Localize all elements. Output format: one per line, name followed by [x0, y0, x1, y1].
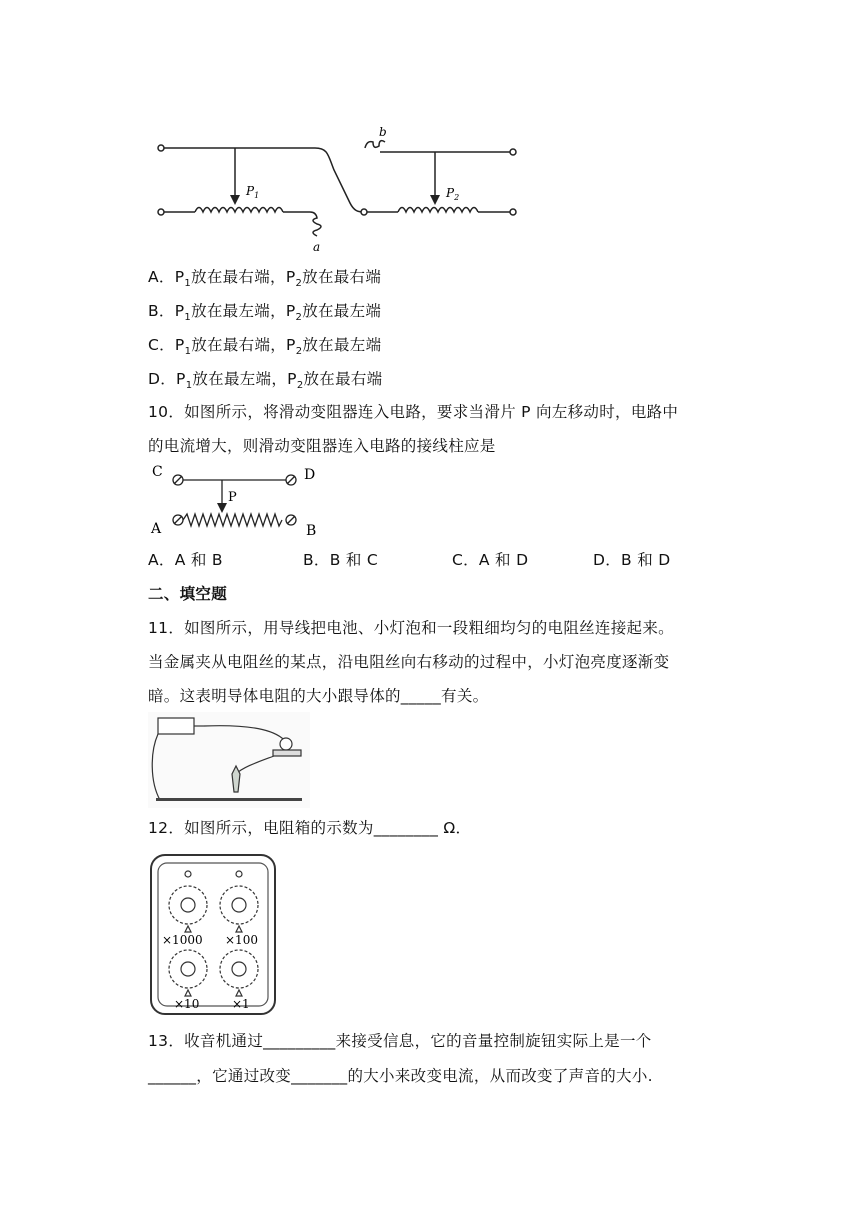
terminal-d-label: D: [304, 467, 316, 483]
label-p1: $P_1$: [246, 184, 260, 200]
terminal-c-label: C: [152, 464, 163, 480]
label-a: a: [313, 240, 321, 254]
q10-option-a: A．A 和 B: [148, 551, 223, 569]
dial-x1000-label: ×1000: [162, 933, 203, 947]
q9-option-d: D．$P_1$放在最左端，$P_2$放在最右端: [148, 370, 383, 392]
q11-text-line3: 暗。这表明导体电阻的大小跟导体的_____有关。: [148, 687, 489, 705]
resistance-box-figure: [148, 852, 278, 1017]
dial-x100-label: ×100: [225, 933, 258, 947]
rheostat-circuit-figure: [150, 115, 530, 260]
label-b: b: [379, 125, 387, 139]
slider-rheostat-figure: [148, 463, 328, 538]
q11-text-line1: 11．如图所示，用导线把电池、小灯泡和一段粗细均匀的电阻丝连接起来。: [148, 619, 674, 637]
lamp-circuit-figure: [148, 712, 310, 808]
q10-option-d: D．B 和 D: [593, 551, 671, 569]
terminal-a-label: A: [151, 521, 162, 537]
slider-p-label: P: [228, 490, 237, 505]
q13-text-line2: ______，它通过改变_______的大小来改变电流，从而改变了声音的大小.: [148, 1067, 653, 1085]
label-p2: $P_2$: [446, 186, 460, 202]
q9-option-a: A．$P_1$放在最右端，$P_2$放在最右端: [148, 268, 382, 290]
q10-text-line2: 的电流增大，则滑动变阻器连入电路的接线柱应是: [148, 437, 496, 455]
q12-text-line1: 12．如图所示，电阻箱的示数为________ Ω．: [148, 819, 472, 837]
q10-option-c: C．A 和 D: [452, 551, 529, 569]
q11-text-line2: 当金属夹从电阻丝的某点，沿电阻丝向右移动的过程中，小灯泡亮度逐渐变: [148, 653, 670, 671]
dial-x1-label: ×1: [232, 997, 250, 1011]
q10-text-line1: 10．如图所示，将滑动变阻器连入电路，要求当滑片 P 向左移动时，电路中: [148, 403, 679, 421]
q10-option-b: B．B 和 C: [303, 551, 379, 569]
section-heading: 二、填空题: [148, 585, 228, 603]
q13-text-line1: 13．收音机通过_________来接受信息，它的音量控制旋钮实际上是一个: [148, 1032, 652, 1050]
q9-option-c: C．$P_1$放在最右端，$P_2$放在最左端: [148, 336, 382, 358]
dial-x10-label: ×10: [174, 997, 200, 1011]
terminal-b-label: B: [306, 523, 317, 538]
q9-option-b: B．$P_1$放在最左端，$P_2$放在最左端: [148, 302, 382, 324]
